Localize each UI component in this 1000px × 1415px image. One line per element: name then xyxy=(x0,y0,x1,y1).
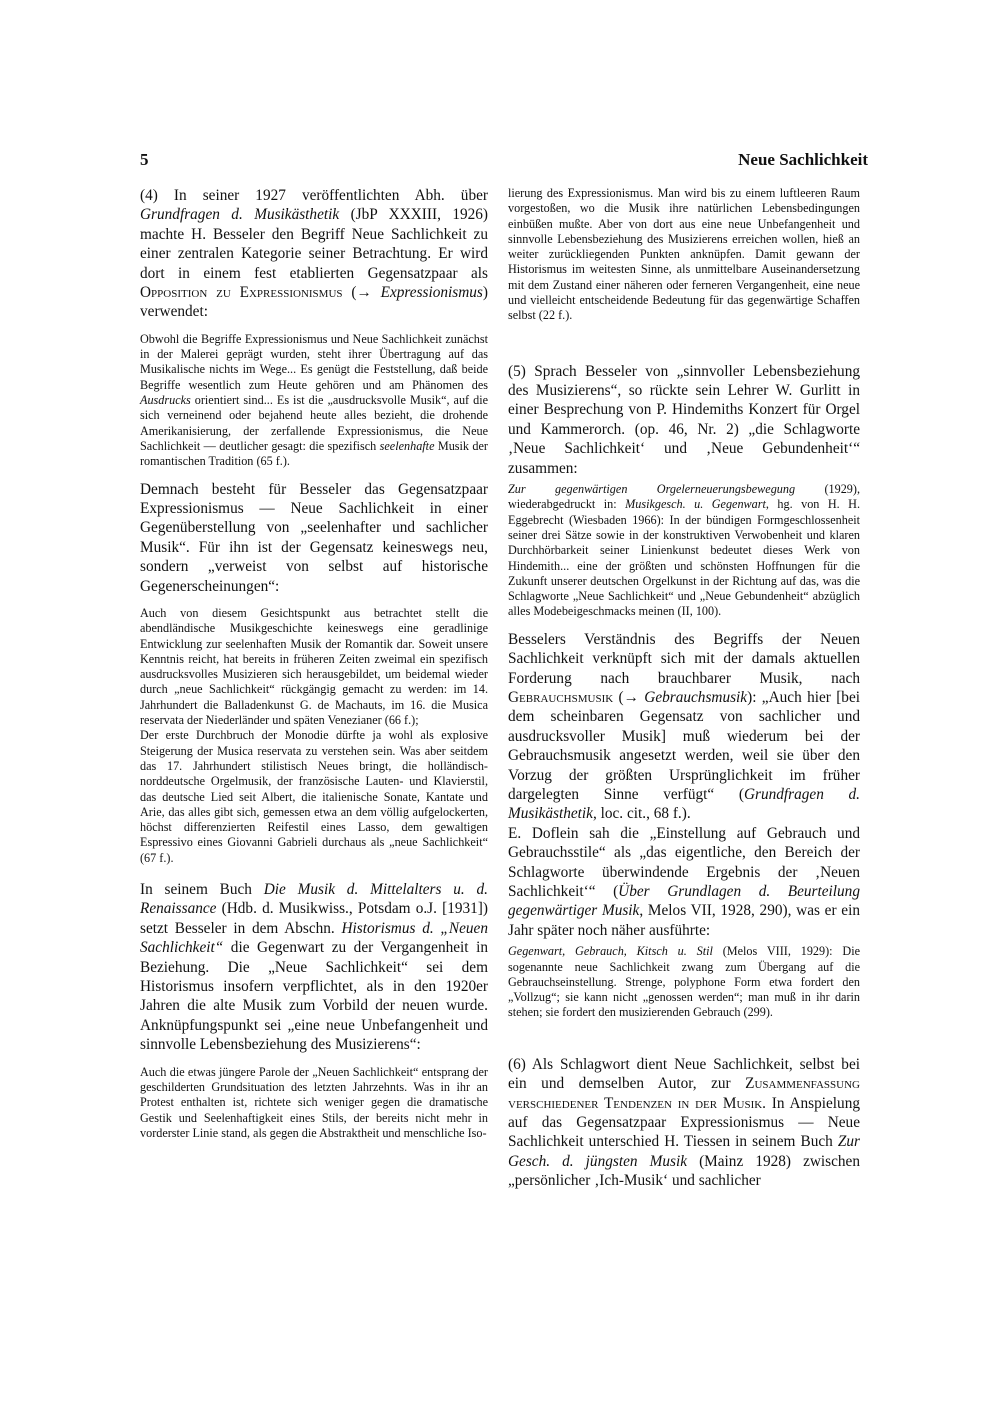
section-5-paragraph: (5) Sprach Besseler von „sinnvoller Lebensbeziehung des Musizierens“, so rückte sein Lehrer W. Gurlitt in einer Besprechung von P. Hindemiths Konzert für Orgel und Kammerorch. (op. 46, Nr. 2) „die Schlagworte ‚Neue Sachlichkeit‘ und ‚Neue Gebundenheit‘“ zusammen: xyxy=(508,362,860,477)
page-number: 5 xyxy=(140,150,149,169)
quotation-gurlitt: Zur gegenwärtigen Orgelerneuerungsbewegung (1929), wiederabgedruckt in: Musikgesch. u. Gegenwart, hg. von H. H. Eggebrecht (Wiesbaden 1966): In der bündigen Formgeschlossenheit seiner drei Sätze sowie in der konstruktiven Verwobenheit und klaren Durchhörbarkeit seiner Linienkunst bedeutet dieses Werk von Hindemith... eine der größten und schönsten Hoffnungen für die Zukunft unserer deutschen Orgelkunst in der Richtung auf das, was die Schlagworte „Neue Sachlichkeit“ und „Neue Gebundenheit“ abzüglich alles Modebeigeschmacks meinen (II, 100). xyxy=(508,482,861,619)
left-column xyxy=(140,186,488,1141)
quotation-besseler-2: Auch von diesem Gesichtspunkt aus betrachtet stellt die abendländische Musikgeschichte keineswegs eine geradlinige Entwicklung zur seelenhaften Musik der Romantik dar. Soweit unsere Kenntnis reicht, hat bereits in früheren Zeiten zweimal ein spezifisch ausdrucksvolles Musizieren sich herausgebildet, um beidemal wieder durch „neue Sachlichkeit“ rückgängig gemacht zu werden: im 14. Jahrhundert die Balladenkunst G. de Machauts, im 16. die Musica reservata der Niederländer und späten Venezianer (66 f.); xyxy=(140,605,488,728)
cross-reference: Expressionismus xyxy=(380,284,483,302)
quotation-besseler-4: Auch die etwas jüngere Parole der „Neuen Sachlichkeit“ entsprang der geschilderten Grundsituation des letzten Jahrzehnts. Was in ihr an Protest enthalten ist, richtete sich weniger gegen die dramatische Gestik und Seelenhaftigkeit eines Stils, der bereits nicht mehr in vorderster Linie stand, als gegen die Abstraktheit und menschliche Iso- xyxy=(140,1064,488,1140)
body-paragraph-historismus: In seinem Buch Die Musik d. Mittelalters u. d. Renaissance (Hdb. d. Musikwiss., Potsdam o.J. [1931]) setzt Besseler in dem Abschn. Historismus d. „Neuen Sachlichkeit“ die Gegenwart zu der Vergangenheit in Beziehung. Die „Neue Sachlichkeit“ sei dem Historismus insofern verpflichtet, als in den 1920er Jahren die alte Musik zum Vorbild der neuen wurde. Anknüpfungspunkt sei „eine neue Unbefangenheit und sinnvolle Lebensbeziehung des Musizierens“: xyxy=(140,881,488,1054)
running-header xyxy=(140,150,868,174)
body-paragraph-gegensatzpaar: Demnach besteht für Besseler das Gegensatzpaar Expressionismus — Neue Sachlichkeit in einer Gegenüberstellung von „seelenhafter und sachlicher Musik“. Für ihn ist der Gegensatz keineswegs neu, sondern „verweist von selbst auf historische Gegenerscheinungen“: xyxy=(140,480,488,595)
section-6-paragraph: (6) Als Schlagwort dient Neue Sachlichkeit, selbst bei ein und demselben Autor, zur Zusammenfassung verschiedener Tendenzen in der Musik. In Anspielung auf das Gegensatzpaar Expressionismus — Neue Sachlichkeit unterschied H. Tiessen in seinem Buch Zur Gesch. d. jüngsten Musik (Mainz 1928) zwischen „persönlicher ‚Ich-Musik‘ und sachlicher xyxy=(508,1055,860,1190)
body-paragraph-doflein: E. Doflein sah die „Einstellung auf Gebrauch und Gebrauchsstile“ als „das eigentliche, den Bereich der Schlagworte überwindende Ergebnis der ‚Neuen Sachlichkeit‘“ (Über Grundlagen d. Beurteilung gegenwärtiger Musik, Melos VII, 1928, 290), was er ein Jahr später noch näher ausführte: xyxy=(508,824,860,939)
running-title: Neue Sachlichkeit xyxy=(738,150,868,169)
quotation-besseler-4-continued: lierung des Expressionismus. Man wird bis zu einem luftleeren Raum vorgestoßen, wo die Musik ihre natürlichen Lebensbedingungen einbüßen mußte. Aber von dort aus eine neue Unbefangenheit und sinnvolle Lebensbeziehung des Musizierens erreichen wollen, hieß an weiter zurückliegenden Punkten anknüpfen. Damit gewann der Historismus im weitesten Sinne, als unmittelbare Auseinandersetzung mit dem Zustand einer näheren oder ferneren Vergangenheit, eine neue und vielleicht entscheidende Bedeutung für das gegenwärtige Schaffen selbst (22 f.). xyxy=(508,186,860,323)
quotation-besseler-3: Der erste Durchbruch der Monodie dürfte ja wohl als explosive Steigerung der Musica reservata zu verstehen sein. Was aber seitdem das 17. Jahrhundert stilistisch Neues bringt, die holländisch-norddeutsche Orgelmusik, der französische Lauten- und Klavierstil, das deutsche Lied seit Albert, die italienische Sonate, Kantate und Arie, das alles gibt sich, gemessen etwa an dem völlig aufgelockerten, höchst differenzierten Reifestil eines Lasso, dem gewaltigen Espressivo eines Giovanni Gabrieli durchaus als „neue Sachlichkeit“ (67 f.). xyxy=(140,728,488,865)
keyword-smallcaps: Zusammenfassung verschiedener Tendenzen in der Musik xyxy=(508,1075,860,1112)
body-paragraph-gebrauchsmusik: Besselers Verständnis des Begriffs der Neuen Sachlichkeit verknüpft sich mit der damals aktuellen Forderung nach brauchbarer Musik, nach Gebrauchsmusik (→ Gebrauchsmusik): „Auch hier [bei dem scheinbaren Gegensatz von sachlicher und ausdrucksvoller Musik] muß wiederum bei der Gebrauchsmusik angesetzt werden, weil sie über den Vorzug der größten Ursprünglichkeit im früher dargelegten Sinne verfügt“ (Grundfragen d. Musikästhetik, loc. cit., 68 f.). xyxy=(508,630,860,823)
right-column xyxy=(508,186,860,1191)
cross-reference: Gebrauchsmusik xyxy=(644,689,748,706)
keyword-smallcaps: Gebrauchsmusik xyxy=(508,689,614,706)
keyword-smallcaps: Opposition zu Expressionismus xyxy=(140,284,343,302)
quotation-besseler-1: Obwohl die Begriffe Expressionismus und Neue Sachlichkeit zunächst in der Malerei geprägt wurden, steht ihrer Übertragung auf das Musikalische nichts im Wege... Es genügt die Feststellung, daß beide Begriffe wesentlich zum Heute gehören und am Phänomen des Ausdrucks orientiert sind... Es ist die „ausdrucksvolle Musik“, auf die sich verneinend oder bejahend heute alles bezieht, die drohende Amerikanisierung, der zerfallende Expressionismus, die Neue Sachlichkeit — deutlicher gesagt: die spezifisch seelenhafte Musik der romantischen Tradition (65 f.). xyxy=(140,331,488,469)
section-4-paragraph: (4) In seiner 1927 veröffentlichten Abh. über Grundfragen d. Musikästhetik (JbP XXXIII, 1926) machte H. Besseler den Begriff Neue Sachlichkeit zu einer zentralen Kategorie seiner Betrachtung. Er wird dort in einem fest etablierten Gegensatzpaar als Opposition zu Expressionismus (→ Expressionismus) verwendet: xyxy=(140,187,489,321)
quotation-doflein: Gegenwart, Gebrauch, Kitsch u. Stil (Melos VIII, 1929): Die sogenannte neue Sachlichkeit zwang zum Übergang auf die Gebrauchseinstellung. Strenge, polyphone Form etwa fordert den „Vollzug“; sie kann nicht „genossen werden“; man muß in ihr darin stehen; sie fordert den musizierenden Gebrauch (299). xyxy=(508,944,860,1020)
